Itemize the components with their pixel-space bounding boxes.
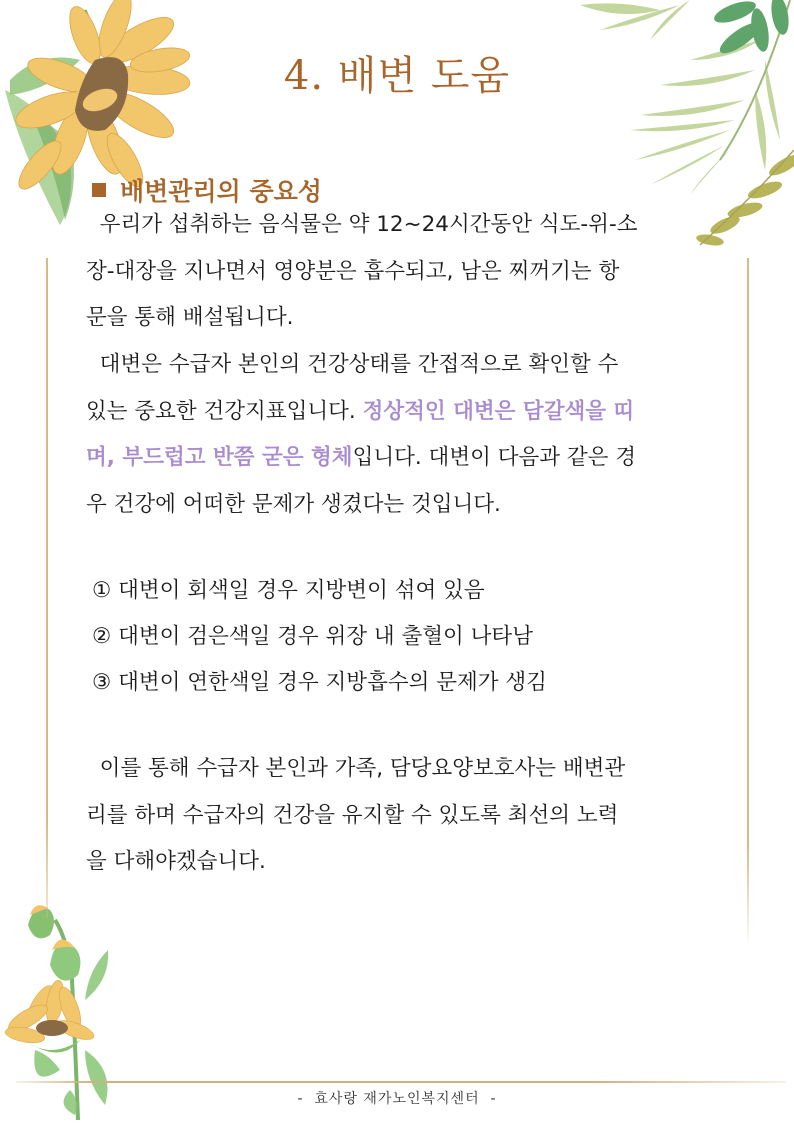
frame-left-border <box>46 258 48 918</box>
paragraph-line: 리를 하며 수급자의 건강을 유지할 수 있도록 최선의 노력 <box>86 802 619 828</box>
page-title: 4. 배변 도움 <box>283 53 511 99</box>
list-item: ② 대변이 검은색일 경우 위장 내 출혈이 나타남 <box>92 624 533 649</box>
frame-right-border <box>747 258 749 948</box>
stool-condition-list <box>92 568 547 706</box>
paragraph-conclusion <box>86 746 706 886</box>
paragraph-text: 있는 중요한 건강지표입니다. <box>86 398 363 424</box>
paragraph-line: 문을 통해 배설됩니다. <box>86 305 294 330</box>
paragraph-line: 을 다해야겠습니다. <box>86 849 266 874</box>
paragraph-digestion <box>86 202 706 342</box>
highlighted-text: 며, 부드럽고 반쯤 굳은 형체 <box>86 445 353 470</box>
paragraph-stool-indicator <box>86 342 706 528</box>
list-item: ③ 대변이 연한색일 경우 지방흡수의 문제가 생김 <box>92 670 547 695</box>
list-item: ① 대변이 회색일 경우 지방변이 섞여 있음 <box>92 578 485 603</box>
paragraph-line <box>86 435 706 482</box>
highlighted-text: 정상적인 대변은 담갈색을 띠 <box>362 398 635 424</box>
paragraph-line: 장-대장을 지나면서 영양분은 흡수되고, 남은 찌꺼기는 항 <box>86 258 620 284</box>
footer-organization: - 효사랑 재가노인복지센터 - <box>297 1091 497 1107</box>
square-bullet-icon <box>92 183 106 197</box>
paragraph-text: 입니다. 대변이 다음과 같은 경 <box>352 445 636 470</box>
paragraph-line: 우리가 섭취하는 음식물은 약 12~24시간동안 식도-위-소 <box>86 212 638 237</box>
paragraph-line <box>86 389 706 436</box>
paragraph-line: 대변은 수급자 본인의 건강상태를 간접적으로 확인할 수 <box>86 352 619 377</box>
paragraph-line: 이를 통해 수급자 본인과 가족, 담당요양보호사는 배변관 <box>86 756 626 781</box>
section-heading-text: 배변관리의 중요성 <box>120 177 322 206</box>
paragraph-line: 우 건강에 어떠한 문제가 생겼다는 것입니다. <box>86 491 501 517</box>
frame-bottom-border <box>16 1081 786 1083</box>
